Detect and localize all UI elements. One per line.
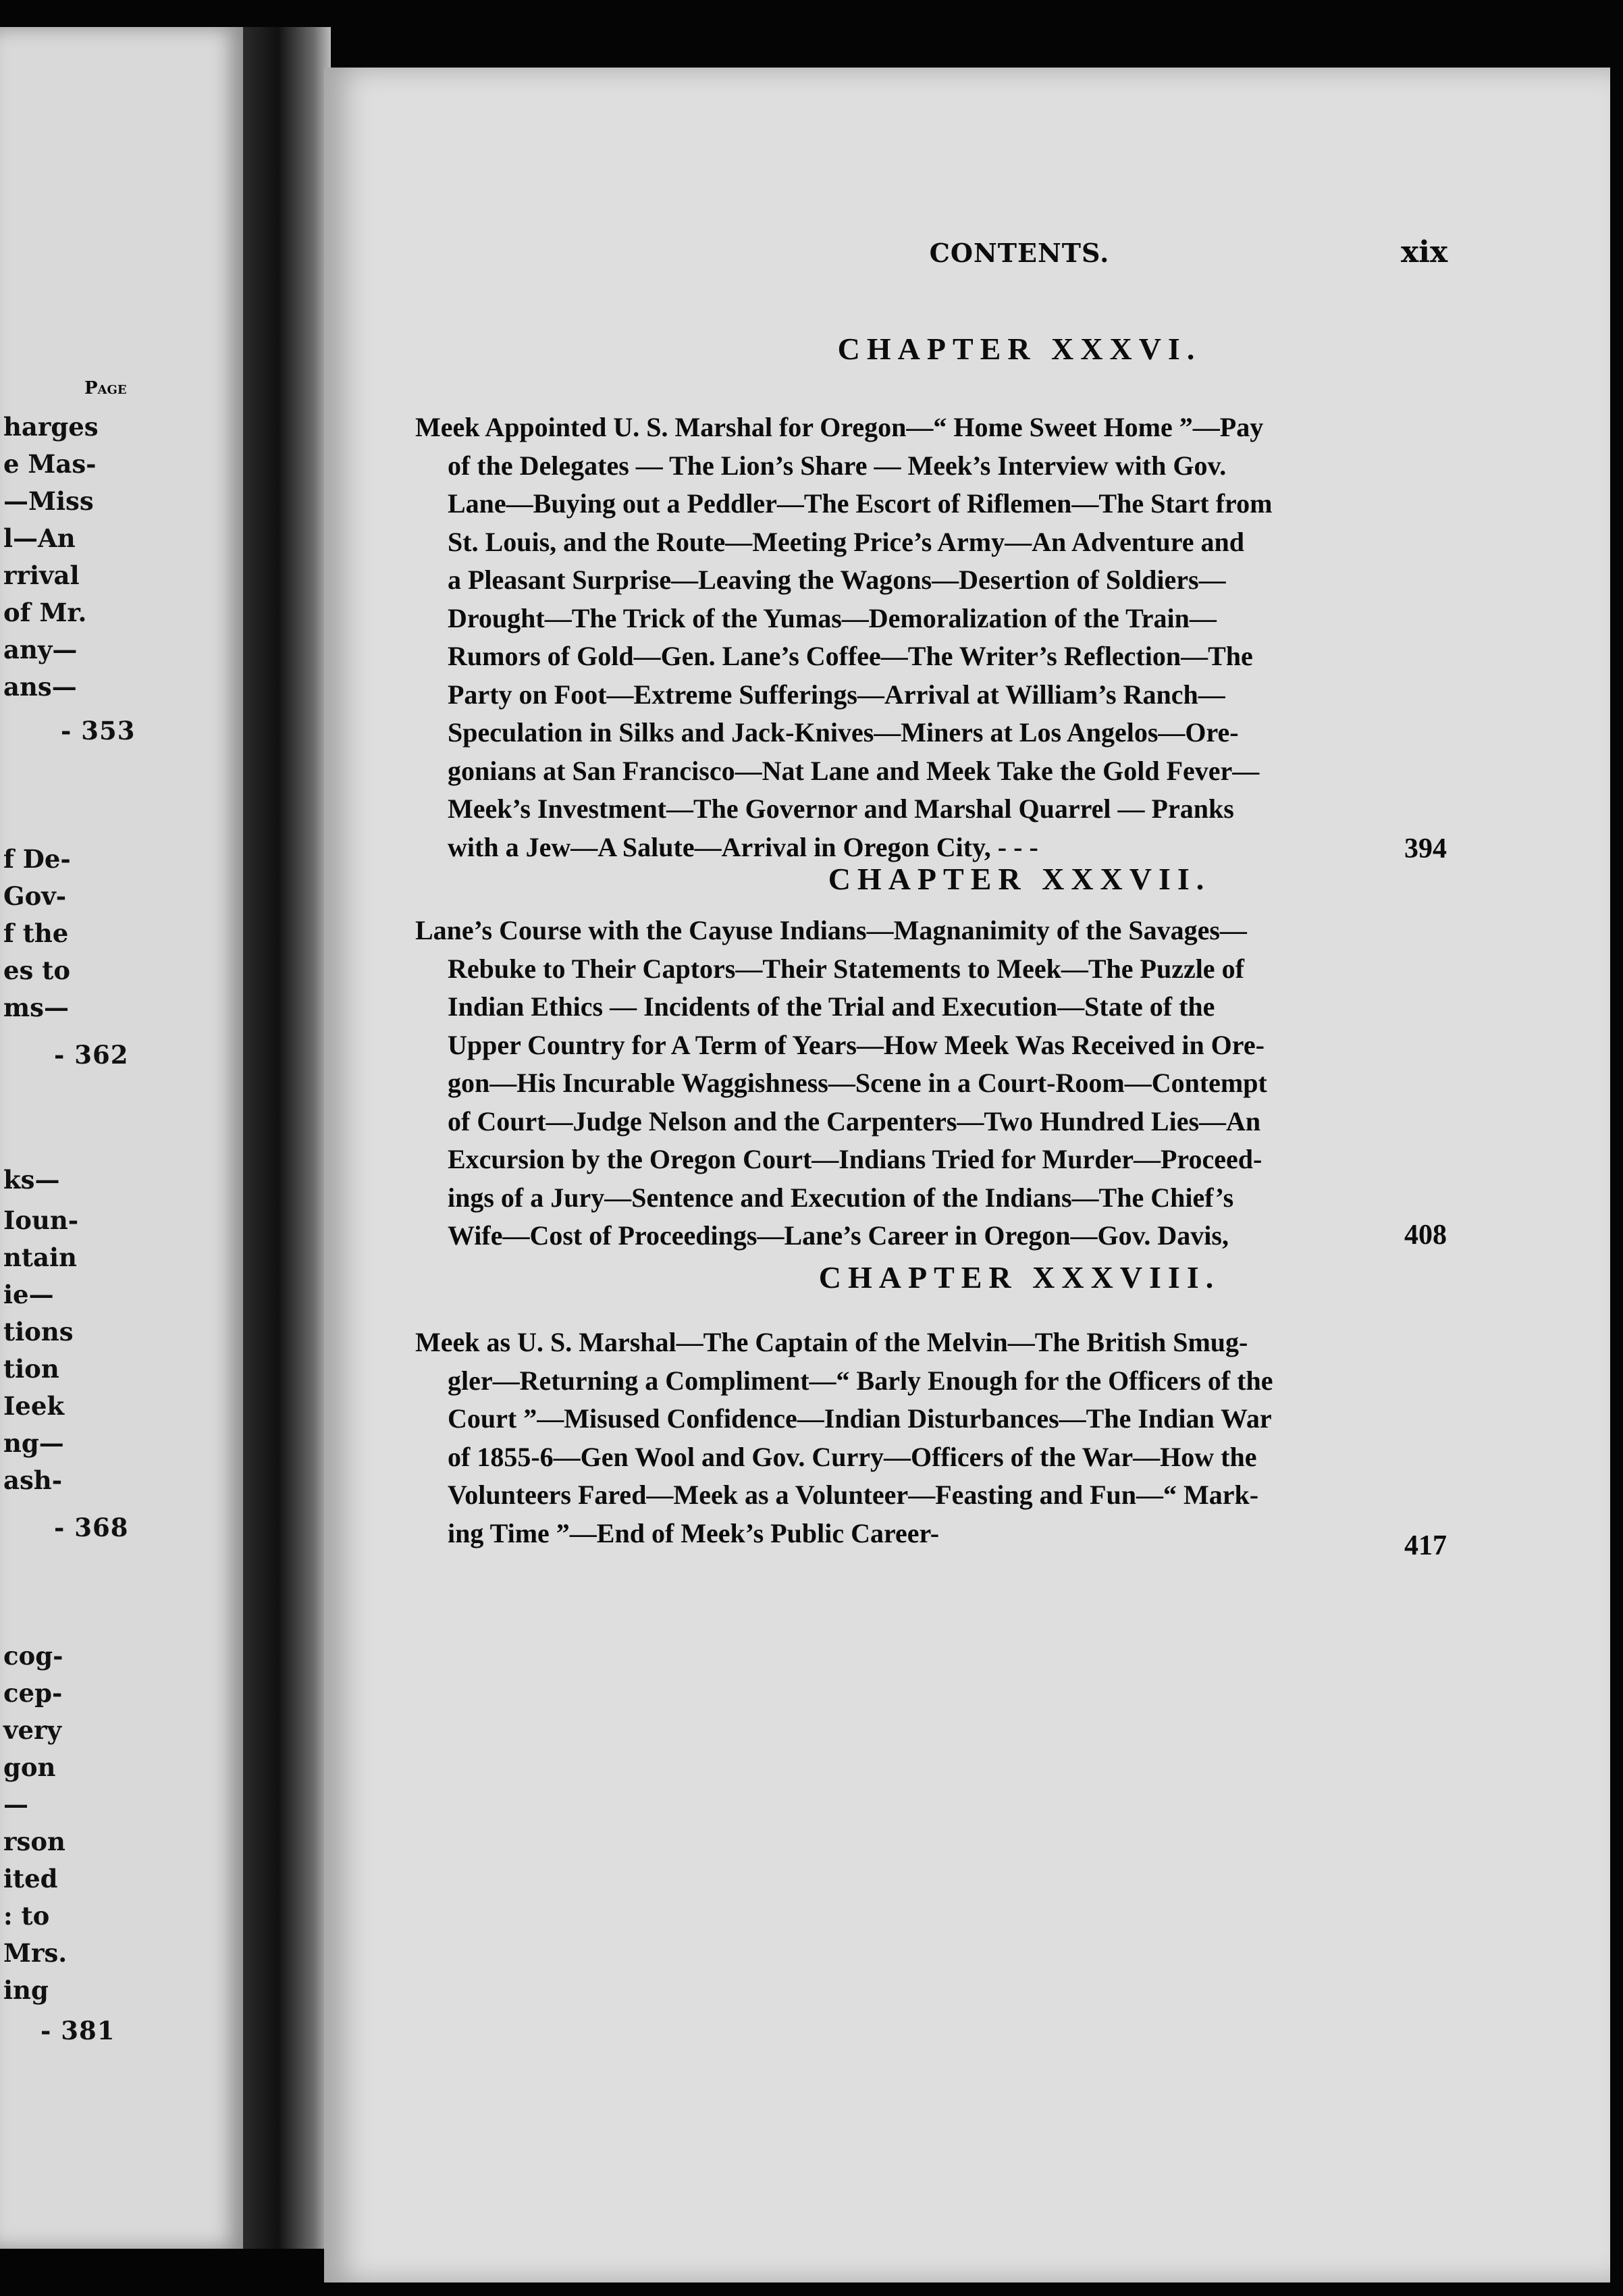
left-fragment: any—	[3, 635, 78, 664]
summary-line: Rumors of Gold—Gen. Lane’s Coffee—The Writer’s Reflection—The	[448, 641, 1253, 671]
left-fragment: of Mr.	[3, 598, 87, 627]
left-page-fragments	[0, 27, 243, 2249]
summary-line: of 1855-6—Gen Wool and Gov. Curry—Officers of the War—How the	[448, 1441, 1257, 1472]
left-fragment: tion	[3, 1354, 59, 1384]
left-fragment: Ieek	[3, 1391, 65, 1421]
page-folio: xix	[1401, 235, 1448, 269]
left-fragment: ash-	[3, 1465, 63, 1495]
page-number-417: 417	[1404, 1530, 1447, 1561]
left-fragment: ans—	[3, 672, 77, 702]
summary-line: a Pleasant Surprise—Leaving the Wagons—Desertion of Soldiers—	[448, 565, 1226, 595]
left-fragment: ntain	[3, 1243, 77, 1272]
summary-line: Drought—The Trick of the Yumas—Demoralization of the Train—	[448, 602, 1217, 633]
left-fragment: ms—	[3, 993, 69, 1022]
chapter-heading-36: CHAPTER XXXVI.	[837, 332, 1202, 366]
summary-line: Lane’s Course with the Cayuse Indians—Magnanimity of the Savages—	[415, 915, 1247, 945]
left-page-label: Page	[84, 378, 127, 398]
book-gutter	[243, 27, 331, 2249]
summary-line: Indian Ethics — Incidents of the Trial and Execution—State of the	[448, 991, 1215, 1022]
summary-line: of the Delegates — The Lion’s Share — Meek’s Interview with Gov.	[448, 450, 1227, 481]
left-fragment: ng—	[3, 1428, 64, 1458]
left-fragment: cep-	[3, 1678, 63, 1708]
left-fragment: - 353	[61, 716, 136, 746]
page-number-408: 408	[1404, 1220, 1447, 1251]
summary-line: Meek’s Investment—The Governor and Marshal Quarrel — Pranks	[448, 793, 1234, 824]
summary-line: Court ”—Misused Confidence—Indian Disturbances—The Indian War	[448, 1403, 1272, 1434]
summary-line: with a Jew—A Salute—Arrival in Oregon City, - - -	[448, 831, 1038, 862]
left-fragment: e Mas-	[3, 449, 97, 479]
summary-line: Upper Country for A Term of Years—How Meek Was Received in Ore-	[448, 1029, 1265, 1060]
summary-line: Excursion by the Oregon Court—Indians Tried for Murder—Proceed-	[448, 1144, 1262, 1174]
summary-line: Lane—Buying out a Peddler—The Escort of Riflemen—The Start from	[448, 488, 1273, 519]
summary-line: Speculation in Silks and Jack-Knives—Miners at Los Angelos—Ore-	[448, 717, 1239, 748]
running-title: CONTENTS.	[929, 238, 1110, 268]
left-fragment: rrival	[3, 560, 80, 590]
summary-line: gler—Returning a Compliment—“ Barly Enough for the Officers of the	[448, 1365, 1273, 1396]
left-fragment: cog-	[3, 1641, 63, 1671]
summary-line: Meek Appointed U. S. Marshal for Oregon—“ Home Sweet Home ”—Pay	[415, 412, 1264, 442]
contents-page	[324, 68, 1610, 2282]
chapter-summary-36	[415, 409, 1623, 866]
chapter-heading-37: CHAPTER XXXVII.	[828, 862, 1211, 896]
left-fragment: - 362	[54, 1040, 129, 1070]
left-fragment: Ioun-	[3, 1205, 79, 1235]
left-fragment: gon	[3, 1752, 56, 1782]
left-fragment: l—An	[3, 523, 76, 553]
summary-line: Party on Foot—Extreme Sufferings—Arrival at William’s Ranch—	[448, 679, 1225, 710]
left-fragment: —	[3, 1790, 28, 1819]
chapter-heading-38: CHAPTER XXXVIII.	[818, 1260, 1221, 1295]
left-fragment: ie—	[3, 1280, 54, 1309]
summary-line: Rebuke to Their Captors—Their Statements to Meek—The Puzzle of	[448, 953, 1244, 984]
left-fragment: ited	[3, 1864, 58, 1894]
summary-line: ings of a Jury—Sentence and Execution of the Indians—The Chief’s	[448, 1182, 1234, 1213]
left-fragment: very	[3, 1715, 62, 1745]
left-fragment: Mrs.	[3, 1938, 68, 1968]
summary-line: gon—His Incurable Waggishness—Scene in a Court-Room—Contempt	[448, 1068, 1267, 1098]
left-fragment: - 368	[54, 1513, 129, 1542]
summary-line: Volunteers Fared—Meek as a Volunteer—Feasting and Fun—“ Mark-	[448, 1480, 1259, 1510]
left-fragment: - 381	[41, 2016, 115, 2045]
left-fragment: es to	[3, 956, 71, 985]
chapter-summary-38	[415, 1324, 1623, 1553]
left-fragment: harges	[3, 412, 99, 442]
left-fragment: rson	[3, 1827, 65, 1856]
left-fragment: tions	[3, 1317, 74, 1347]
chapter-summary-37	[415, 912, 1623, 1255]
page-number-394: 394	[1404, 833, 1447, 864]
left-fragment: f the	[3, 918, 69, 948]
summary-line: Meek as U. S. Marshal—The Captain of the Melvin—The British Smug-	[415, 1327, 1248, 1357]
left-fragment: —Miss	[3, 486, 94, 516]
left-page	[0, 27, 243, 2249]
left-fragment: f De-	[3, 844, 71, 874]
summary-line: St. Louis, and the Route—Meeting Price’s Army—An Adventure and	[448, 526, 1244, 557]
left-fragment: ing	[3, 1975, 49, 2005]
left-fragment: Gov-	[3, 881, 67, 911]
summary-line: gonians at San Francisco—Nat Lane and Meek Take the Gold Fever—	[448, 755, 1260, 786]
left-fragment: : to	[3, 1901, 50, 1931]
left-fragment: ks—	[3, 1165, 60, 1195]
summary-line: of Court—Judge Nelson and the Carpenters—Two Hundred Lies—An	[448, 1105, 1261, 1137]
summary-line: Wife—Cost of Proceedings—Lane’s Career in Oregon—Gov. Davis,	[448, 1220, 1229, 1251]
summary-line: ing Time ”—End of Meek’s Public Career-	[448, 1517, 940, 1548]
